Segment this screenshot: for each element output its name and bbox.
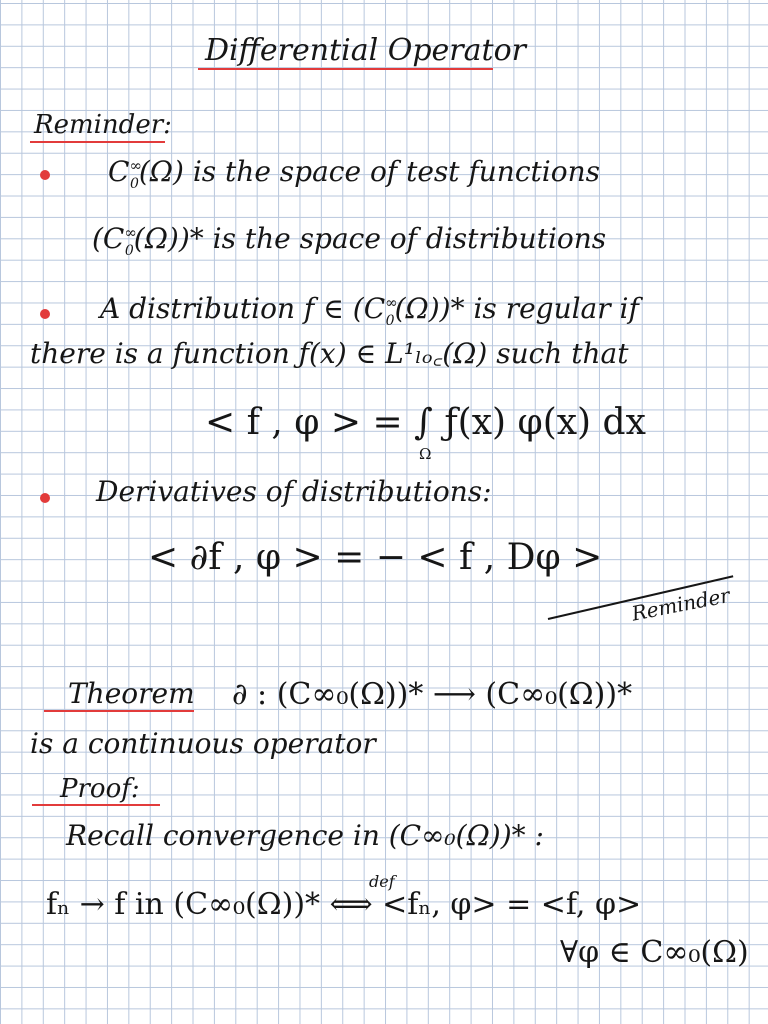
reminder-underline bbox=[30, 141, 165, 143]
bullet-marker bbox=[40, 493, 50, 503]
page-title: Differential Operator bbox=[205, 33, 526, 68]
proof-line3: ∀φ ∈ C∞₀(Ω) bbox=[560, 935, 749, 970]
derivatives-line: Derivatives of distributions: bbox=[96, 475, 492, 508]
integral-domain: Ω bbox=[419, 445, 432, 463]
def-label: def bbox=[369, 872, 395, 891]
theorem-underline bbox=[44, 710, 194, 712]
theorem-label: Theorem bbox=[68, 677, 195, 710]
derivative-formula: < ∂f , φ > = − < f , Dφ > bbox=[148, 537, 603, 578]
reminder-heading: Reminder: bbox=[34, 110, 172, 140]
proof-line1: Recall convergence in (C∞₀(Ω))* : bbox=[66, 819, 544, 852]
regular-distribution-line: A distribution f ∈ $(C^\infty_0(\Omega))*$ is regular if bbox=[100, 292, 639, 329]
bullet-marker bbox=[40, 170, 50, 180]
proof-line2: fₙ → f in (C∞₀(Ω))* ⟺ <fₙ, φ> = <f, φ> bbox=[46, 887, 642, 922]
proof-underline bbox=[32, 804, 160, 806]
title-underline bbox=[198, 68, 493, 70]
theorem-line2: is a continuous operator bbox=[30, 727, 376, 760]
locally-integrable-line: there is a function ƒ(x) ∈ L¹ₗₒ꜀(Ω) such that bbox=[30, 337, 629, 370]
bullet-marker bbox=[40, 309, 50, 319]
theorem-statement: ∂ : (C∞₀(Ω))* ⟶ (C∞₀(Ω))* bbox=[232, 677, 633, 712]
reminder-end-label: Reminder bbox=[629, 583, 732, 626]
regular-formula: < f , φ > = ∫ ƒ(x) φ(x) dx bbox=[205, 402, 646, 443]
test-functions-line: $C^\infty_0(\Omega)$ is the space of test functions bbox=[108, 155, 600, 192]
distributions-line: $(C^\infty_0(\Omega))*$ is the space of distributions bbox=[92, 222, 607, 259]
proof-label: Proof: bbox=[60, 774, 140, 804]
